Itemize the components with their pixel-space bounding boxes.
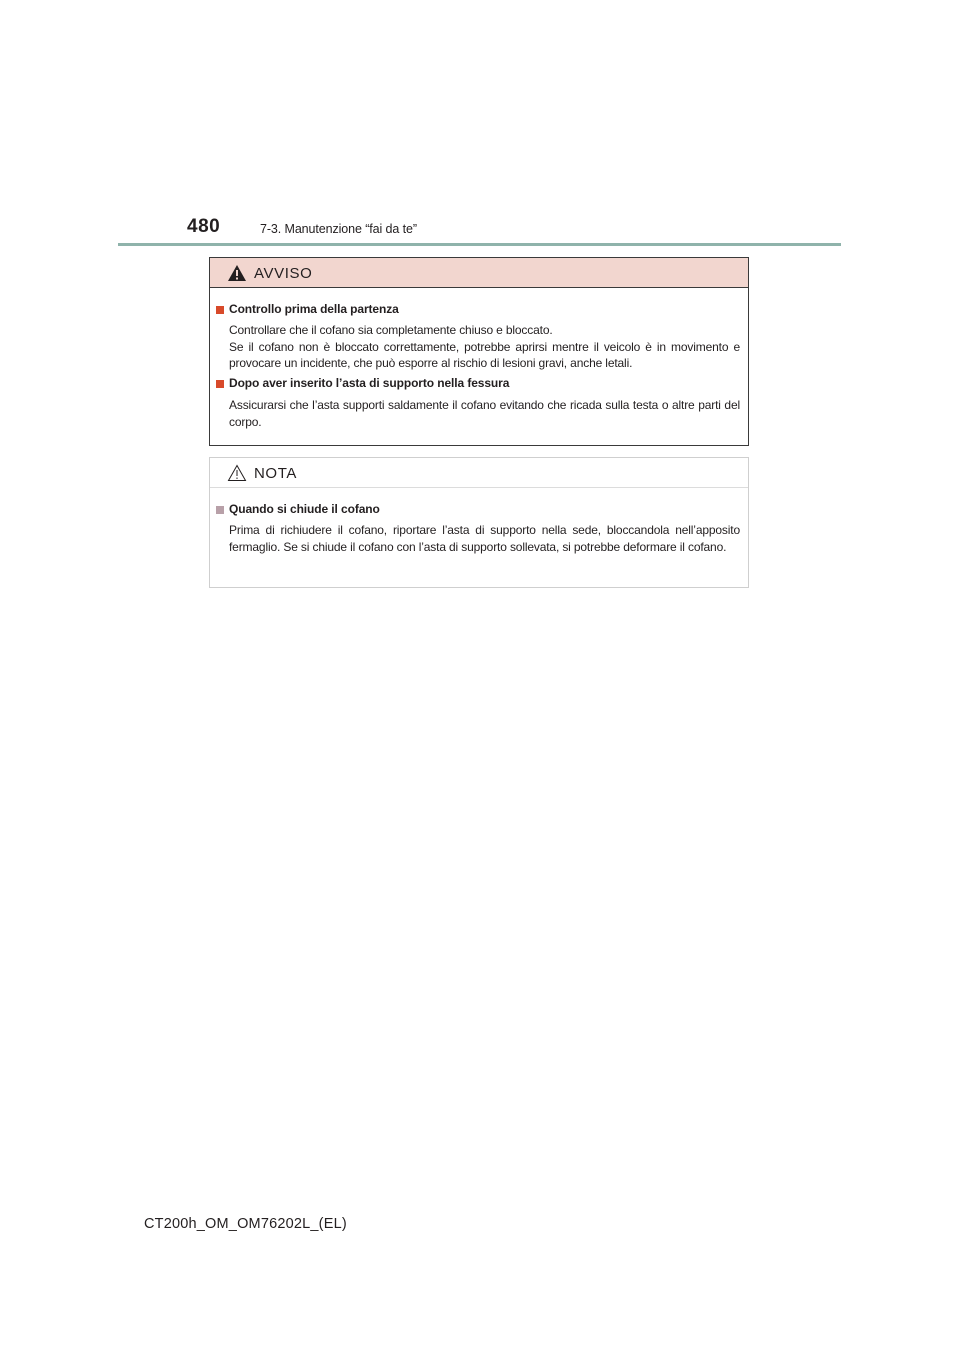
- notice-item-body: [229, 522, 740, 555]
- warning-box: [209, 257, 749, 446]
- warning-item-paragraph: Assicurarsi che l’asta supporti saldamente il cofano evitando che ricada sulla testa o altre parti del corpo.: [229, 398, 740, 429]
- warning-item-title: Dopo aver inserito l’asta di supporto nella fessura: [229, 376, 510, 390]
- page-number: 480: [187, 216, 221, 237]
- warning-item-paragraph: Controllare che il cofano sia completamente chiuso e bloccato.: [229, 323, 553, 337]
- warning-item-title: Controllo prima della partenza: [229, 302, 399, 316]
- page-header: [0, 0, 960, 250]
- notice-item-paragraph: Prima di richiudere il cofano, riportare l’asta di supporto nella sede, bloccandola nell’apposito fermaglio. Se si chiude il cofano con l’asta di supporto sollevata, si potrebbe deformare il cofano.: [229, 523, 740, 554]
- notice-box: [209, 457, 749, 588]
- warning-triangle-filled-icon: [227, 264, 247, 282]
- warning-triangle-outline-icon: [227, 464, 247, 482]
- warning-title: AVVISO: [254, 265, 313, 282]
- warning-item-body: [229, 322, 740, 372]
- document-code: CT200h_OM_OM76202L_(EL): [144, 1216, 347, 1232]
- notice-item-title: Quando si chiude il cofano: [229, 502, 380, 516]
- header-rule: [118, 243, 841, 246]
- bullet-square-icon: [216, 380, 224, 388]
- notice-header: [210, 458, 748, 488]
- warning-header: [210, 258, 748, 288]
- notice-title: NOTA: [254, 465, 297, 482]
- section-title: 7-3. Manutenzione “fai da te”: [260, 222, 417, 236]
- warning-item-paragraph: Se il cofano non è bloccato correttamente, potrebbe aprirsi mentre il veicolo è in movimento e provocare un incidente, che può esporre al rischio di lesioni gravi, anche letali.: [229, 339, 740, 370]
- bullet-square-icon: [216, 506, 224, 514]
- warning-item-body: [229, 397, 740, 430]
- bullet-square-icon: [216, 306, 224, 314]
